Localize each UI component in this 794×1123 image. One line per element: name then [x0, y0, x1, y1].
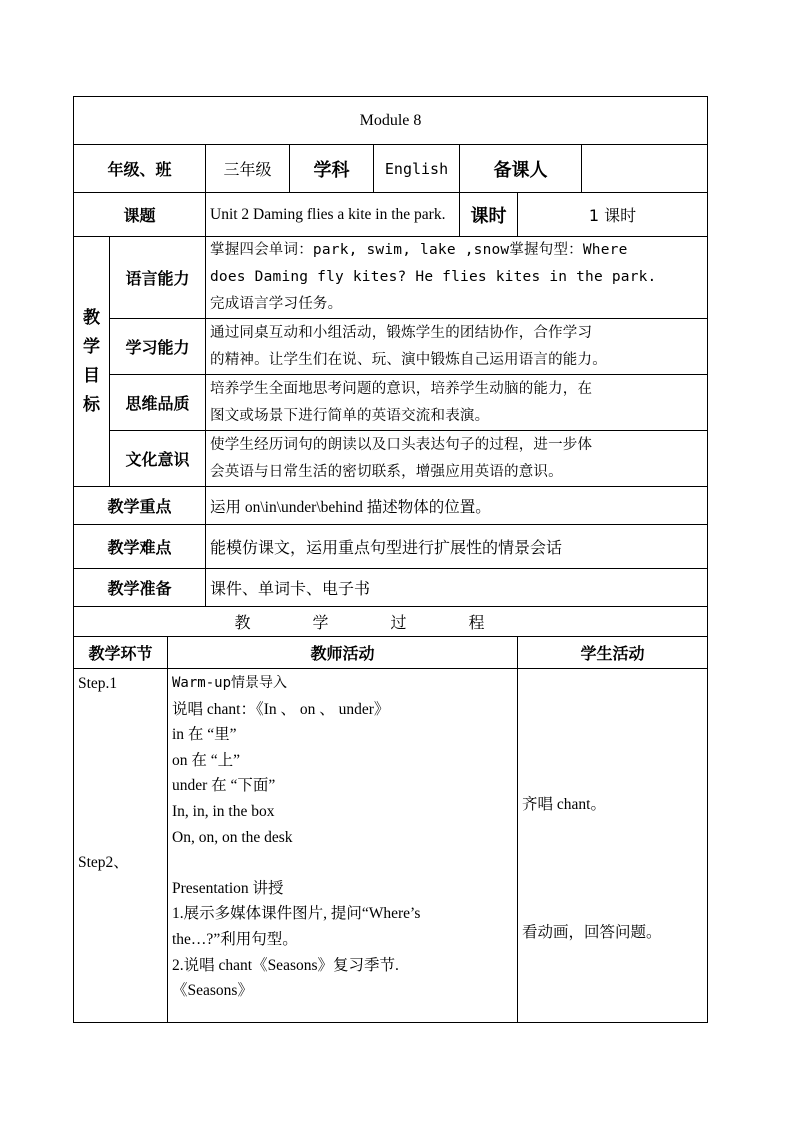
student-activity-cell	[518, 669, 708, 1023]
period-label: 课时	[460, 193, 518, 237]
objective-language-label: 语言能力	[110, 237, 206, 319]
teacher-line: in 在 “里”	[172, 726, 237, 744]
teacher-line: on 在 “上”	[172, 751, 241, 769]
step-1-label: Step.1	[78, 675, 118, 692]
period-value: 1 课时	[518, 193, 708, 237]
module-title: Module 8	[74, 97, 708, 145]
objective-thinking-label: 思维品质	[110, 375, 206, 431]
grade-value: 三年级	[206, 145, 290, 193]
objective-language-text: 掌握四会单词：park, swim, lake ,snow掌握句型：Where does Daming fly kites? He flies kites in the park. 完成语言学习任务。	[206, 237, 708, 319]
teacher-line: under 在 “下面”	[172, 777, 276, 795]
difficulties-label: 教学难点	[74, 525, 206, 569]
key-points-label: 教学重点	[74, 487, 206, 525]
topic-label: 课题	[74, 193, 206, 237]
step-2-label: Step2、	[78, 853, 129, 871]
teacher-line: 2.说唱 chant《Seasons》复习季节.	[172, 956, 399, 974]
grade-label: 年级、班	[74, 145, 206, 193]
objective-learning-label: 学习能力	[110, 319, 206, 375]
preparer-value	[582, 145, 708, 193]
topic-value: Unit 2 Daming flies a kite in the park.	[206, 193, 460, 237]
teacher-line: Warm-up情景导入	[172, 675, 288, 691]
teacher-column-header: 教师活动	[168, 637, 518, 669]
objective-learning-text: 通过同桌互动和小组活动，锻炼学生的团结协作，合作学习 的精神。让学生们在说、玩、演中锻炼自己运用语言的能力。	[206, 319, 708, 375]
key-points-value: 运用 on\in\under\behind 描述物体的位置。	[206, 487, 708, 525]
process-title: 教学过程	[74, 607, 708, 637]
difficulties-value: 能模仿课文，运用重点句型进行扩展性的情景会话	[206, 525, 708, 569]
student-column-header: 学生活动	[518, 637, 708, 669]
teacher-line: 说唱 chant：《In 、 on 、 under》	[172, 700, 390, 718]
stage-cell	[74, 669, 168, 1023]
teacher-line: 1.展示多媒体课件图片, 提问“Where’s	[172, 905, 421, 923]
teacher-activity-cell	[168, 669, 518, 1023]
lesson-plan-table	[73, 96, 708, 1023]
objectives-label: 教 学 目 标	[74, 237, 110, 487]
student-activity-1: 齐唱 chant。	[522, 796, 606, 813]
teacher-line: the…?”利用句型。	[172, 930, 298, 948]
stage-column-header: 教学环节	[74, 637, 168, 669]
teacher-line: 《Seasons》	[172, 982, 253, 1000]
objective-culture-label: 文化意识	[110, 431, 206, 487]
teacher-line: On, on, on the desk	[172, 828, 293, 846]
teacher-line: In, in, in the box	[172, 802, 275, 820]
objective-culture-text: 使学生经历词句的朗读以及口头表达句子的过程，进一步体 会英语与日常生活的密切联系，增强应用英语的意识。	[206, 431, 708, 487]
objective-thinking-text: 培养学生全面地思考问题的意识，培养学生动脑的能力，在 图文或场景下进行简单的英语交流和表演。	[206, 375, 708, 431]
subject-value: English	[374, 145, 460, 193]
subject-label: 学科	[290, 145, 374, 193]
preparation-value: 课件、单词卡、电子书	[206, 569, 708, 607]
teacher-line	[172, 850, 513, 876]
preparer-label: 备课人	[460, 145, 582, 193]
preparation-label: 教学准备	[74, 569, 206, 607]
teacher-line: Presentation 讲授	[172, 879, 284, 897]
student-activity-2: 看动画，回答问题。	[522, 923, 662, 941]
